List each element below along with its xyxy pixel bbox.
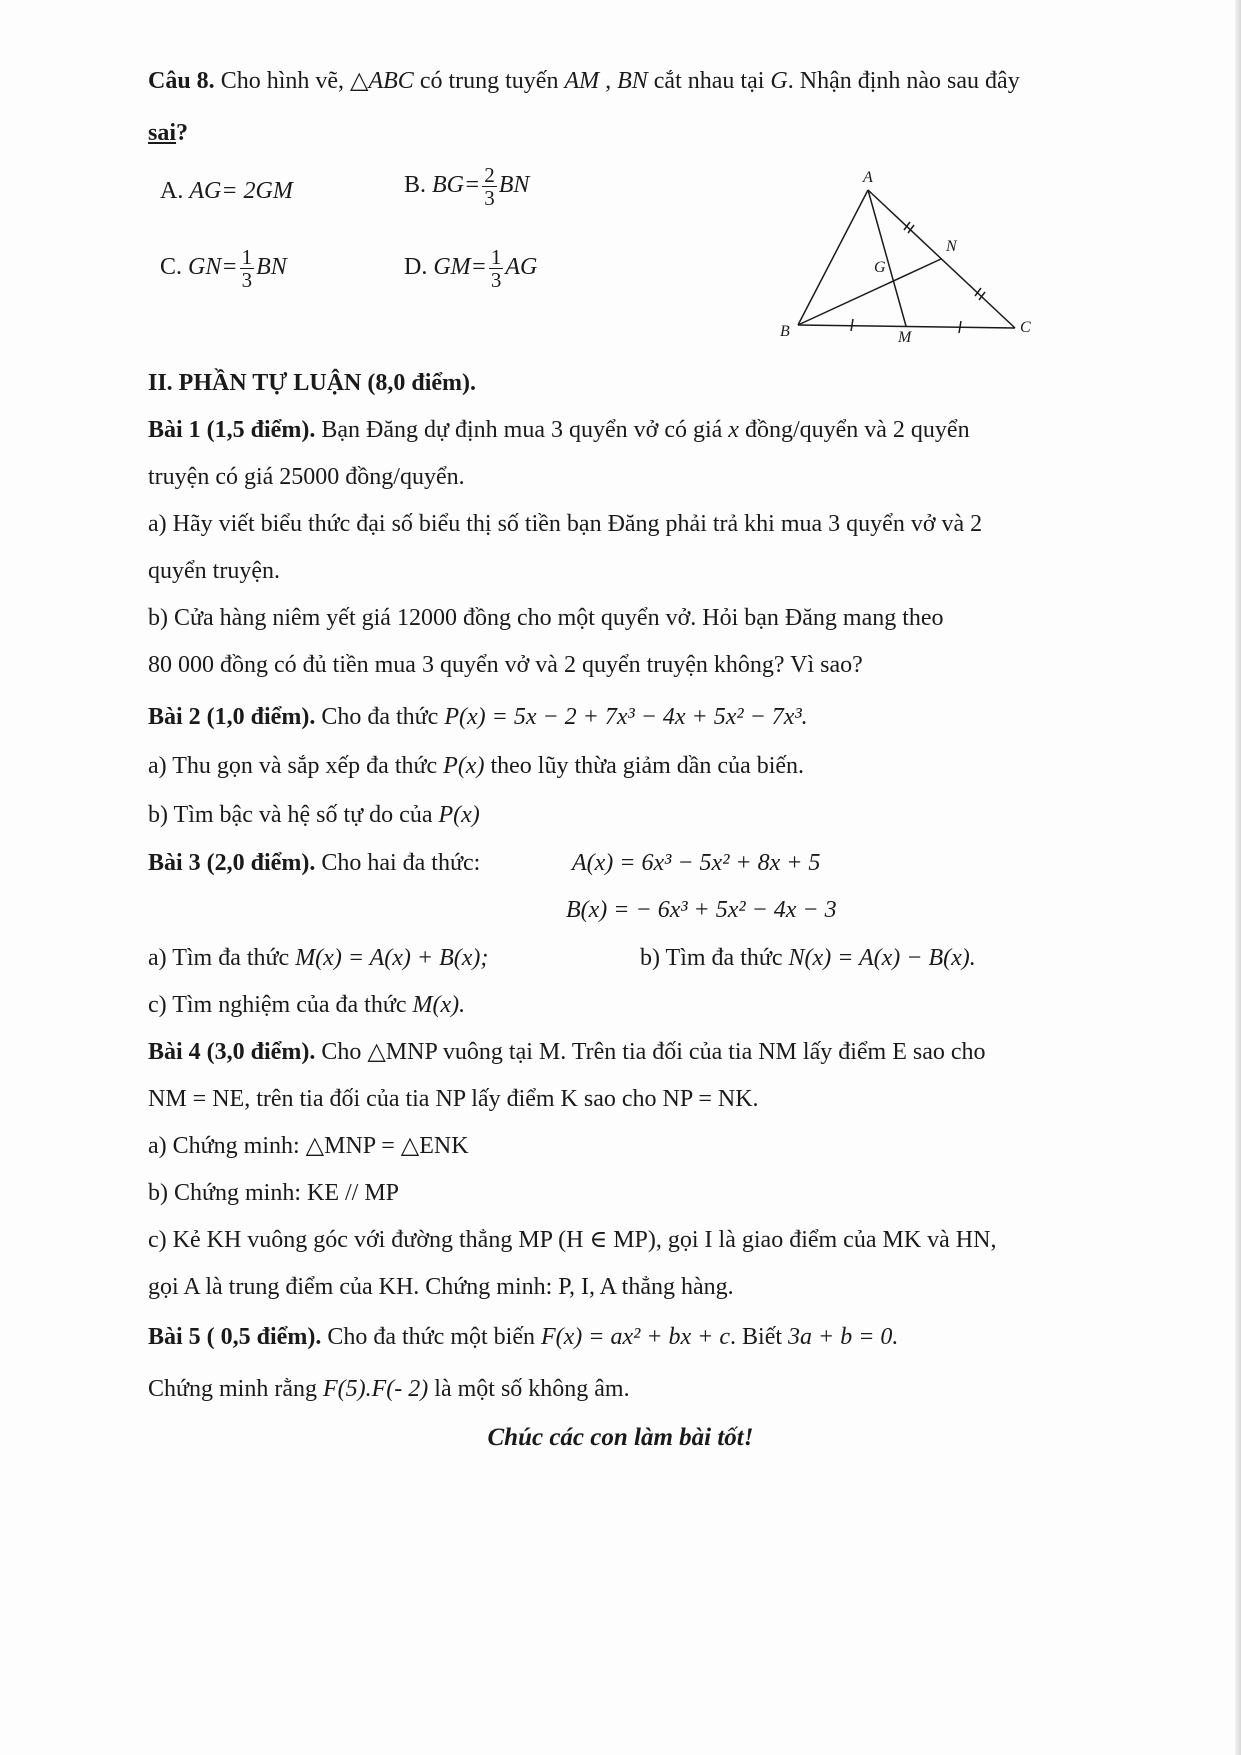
bai5-condition: 3a + b = 0. <box>788 1324 899 1350</box>
bai2-polynomial: P(x) = 5x − 2 + 7x³ − 4x + 5x² − 7x³. <box>444 704 808 730</box>
bai4-c-line-1: c) Kẻ KH vuông góc với đường thẳng MP (H ∈ MP), gọi I là giao điểm của MK và HN, <box>148 1227 997 1253</box>
option-b-letter: B. <box>404 172 427 199</box>
bai4-text-1: Cho △MNP vuông tại M. Trên tia đối của tia NM lấy điểm E sao cho <box>315 1039 986 1065</box>
bai3-a <box>148 943 488 973</box>
q8-option-d <box>404 246 537 291</box>
bai3-intro: Cho hai đa thức: <box>315 850 481 876</box>
option-d-letter: D. <box>404 254 428 281</box>
page-edge-shadow <box>1235 0 1241 1755</box>
q8-wrong-word: sai <box>148 120 177 146</box>
label-a: A <box>863 169 873 186</box>
bai3-b-expr: N(x) = A(x) − B(x). <box>788 945 976 971</box>
bai3-a-pre: a) Tìm đa thức <box>148 945 296 971</box>
q8-option-c <box>160 246 287 291</box>
option-d-den: 3 <box>490 268 502 292</box>
q8-text-c: cắt nhau tại <box>647 68 771 94</box>
option-b-num: 2 <box>484 163 495 187</box>
closing-text: Chúc các con làm bài tốt! <box>487 1424 754 1451</box>
bai3-poly-a-text: A(x) = 6x³ − 5x² + 8x + 5 <box>572 850 821 876</box>
label-g: G <box>874 259 886 276</box>
side-ac <box>868 190 1015 328</box>
bai1-line-1 <box>148 415 970 445</box>
bai2-intro: Cho đa thức <box>315 704 445 730</box>
option-d-rhs: AG <box>505 254 538 281</box>
bai2-label: Bài 2 (1,0 điểm). <box>148 704 316 730</box>
bai3-b-pre: b) Tìm đa thức <box>640 945 789 971</box>
bai2-b-px: P(x) <box>438 802 480 828</box>
option-d-fraction <box>489 246 504 291</box>
bai5-text-b: . Biết <box>730 1324 789 1350</box>
option-a-expr: AG= 2GM <box>189 178 293 204</box>
option-c-num: 1 <box>241 245 253 269</box>
side-ab <box>798 190 868 325</box>
tick-mc <box>959 321 961 333</box>
q8-text-a: Cho hình vẽ, <box>214 68 351 94</box>
option-b-den: 3 <box>484 186 495 210</box>
bai2-a-post: theo lũy thừa giảm dần của biến. <box>484 753 805 779</box>
bai5-line-2 <box>148 1374 630 1404</box>
bai3-poly-b-text: B(x) = − 6x³ + 5x² − 4x − 3 <box>566 897 837 923</box>
bai4-label: Bài 4 (3,0 điểm). <box>148 1039 316 1065</box>
option-b-rhs: BN <box>498 172 530 199</box>
bai3-c <box>148 990 465 1020</box>
bai3-c-expr: M(x). <box>412 992 466 1018</box>
bai3-poly-a <box>572 848 820 878</box>
bai5-function: F(x) = ax² + bx + c <box>540 1324 731 1350</box>
q8-qmark: ? <box>176 120 189 146</box>
bai1-label: Bài 1 (1,5 điểm). <box>148 417 316 443</box>
bai4-line-2: NM = NE, trên tia đối của tia NP lấy điểm K sao cho NP = NK. <box>148 1086 759 1112</box>
option-c-rhs: BN <box>256 254 287 281</box>
bai5-line-1 <box>148 1322 898 1352</box>
label-m: M <box>898 329 912 346</box>
bai4-a: a) Chứng minh: △MNP = △ENK <box>148 1133 469 1159</box>
q8-line-1 <box>148 66 1020 96</box>
bai5-text-d: là một số không âm. <box>428 1376 630 1402</box>
option-a-letter: A. <box>160 178 184 204</box>
option-c-lhs: GN= <box>188 254 238 281</box>
option-c-fraction <box>240 246 255 291</box>
section-title-text: II. PHẦN TỰ LUẬN (8,0 điểm). <box>148 370 476 396</box>
bai1-text-a: Bạn Đăng dự định mua 3 quyển vở có giá <box>315 417 729 443</box>
q8-option-b <box>404 164 529 209</box>
bai3-b <box>640 943 976 973</box>
q8-text-d: . Nhận định nào sau đây <box>787 68 1020 94</box>
bai2-b-pre: b) Tìm bậc và hệ số tự do của <box>148 802 439 828</box>
label-n: N <box>946 238 957 255</box>
bai1-b-line-1: b) Cửa hàng niêm yết giá 12000 đồng cho một quyển vở. Hỏi bạn Đăng mang theo <box>148 605 944 631</box>
median-am <box>868 190 906 326</box>
option-c-den: 3 <box>241 268 253 292</box>
closing-message <box>0 1424 1241 1452</box>
bai1-var-x: x <box>728 417 739 443</box>
bai3-label: Bài 3 (2,0 điểm). <box>148 850 316 876</box>
bai5-text-a: Cho đa thức một biến <box>321 1324 541 1350</box>
bai5-product: F(5).F(- 2) <box>323 1376 429 1402</box>
q8-triangle: △ABC <box>350 68 414 94</box>
tick-bm <box>851 319 853 331</box>
bai3-line-1 <box>148 848 480 878</box>
bai1-a-line-2: quyển truyện. <box>148 558 280 584</box>
q8-option-a <box>160 178 293 205</box>
bai5-label: Bài 5 ( 0,5 điểm). <box>148 1324 322 1350</box>
q8-text-b: có trung tuyến <box>413 68 565 94</box>
bai4-c-line-2: gọi A là trung điểm của KH. Chứng minh: P, I, A thẳng hàng. <box>148 1274 734 1300</box>
q8-label: Câu 8. <box>148 68 215 94</box>
bai2-a-px: P(x) <box>443 753 485 779</box>
bai1-a-line-1: a) Hãy viết biểu thức đại số biểu thị số tiền bạn Đăng phải trả khi mua 3 quyển vở và 2 <box>148 511 983 537</box>
bai3-a-expr: M(x) = A(x) + B(x); <box>295 945 489 971</box>
bai2-line-1 <box>148 702 808 732</box>
bai2-a <box>148 751 804 781</box>
bai1-text-b: đồng/quyển và 2 quyển <box>738 417 970 443</box>
bai5-text-c: Chứng minh rằng <box>148 1376 323 1402</box>
bai2-b <box>148 800 480 830</box>
median-bn <box>798 259 941 325</box>
option-b-fraction <box>482 164 497 209</box>
option-d-lhs: GM= <box>433 254 487 281</box>
option-b-lhs: BG= <box>432 172 481 199</box>
section-title <box>148 368 476 398</box>
label-b: B <box>780 323 790 340</box>
q8-medians: AM , BN <box>564 68 648 94</box>
q8-point: G <box>770 68 788 94</box>
bai4-line-1 <box>148 1037 986 1067</box>
bai1-b-line-2: 80 000 đồng có đủ tiền mua 3 quyển vở và 2 quyển truyện không? Vì sao? <box>148 652 863 678</box>
option-d-num: 1 <box>490 245 502 269</box>
bai2-a-pre: a) Thu gọn và sắp xếp đa thức <box>148 753 444 779</box>
label-c: C <box>1020 319 1031 336</box>
triangle-figure <box>770 160 1050 350</box>
bai3-poly-b <box>566 895 837 925</box>
bai3-c-pre: c) Tìm nghiệm của đa thức <box>148 992 413 1018</box>
option-c-letter: C. <box>160 254 183 281</box>
bai1-line-2: truyện có giá 25000 đồng/quyển. <box>148 464 465 490</box>
q8-line-2 <box>148 118 188 148</box>
bai4-b: b) Chứng minh: KE // MP <box>148 1180 400 1206</box>
